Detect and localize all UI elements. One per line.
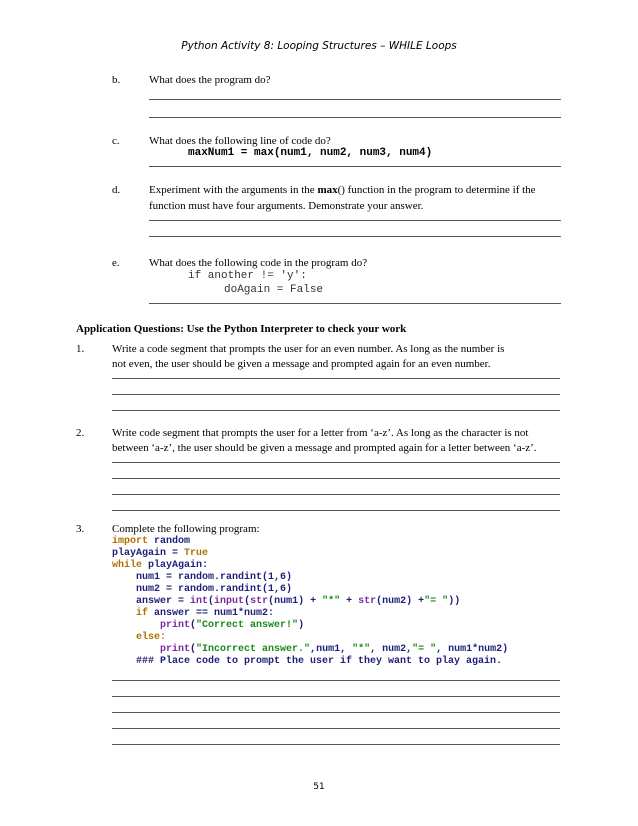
code-line-10: [112, 644, 508, 656]
application-heading: Application Questions: Use the Python Interpreter to check your work: [76, 323, 407, 335]
code-text: , num2,: [370, 644, 413, 655]
item-c-question: What does the following line of code do?: [149, 135, 331, 147]
builtin-print: print: [112, 644, 191, 655]
code-text: random: [148, 536, 191, 547]
keyword-true: True: [184, 548, 209, 559]
code-text: +: [340, 596, 359, 607]
item-b-question: What does the program do?: [149, 74, 271, 86]
keyword-else: else:: [112, 632, 167, 643]
code-line-4: num1 = random.randint(1,6): [112, 572, 293, 583]
q1-number: 1.: [76, 343, 85, 355]
q1-line1: Write a code segment that prompts the user for an even number. As long as the number is: [112, 343, 505, 355]
answer-line[interactable]: [149, 303, 561, 304]
builtin-int: int: [190, 596, 209, 607]
q3-text: Complete the following program:: [112, 523, 260, 535]
answer-line[interactable]: [112, 378, 560, 379]
q3-number: 3.: [76, 523, 85, 535]
builtin-str: str: [358, 596, 377, 607]
code-line-9: [112, 632, 508, 644]
answer-line[interactable]: [112, 462, 560, 463]
code-line-7: [112, 608, 508, 620]
item-d-line1-pre: Experiment with the arguments in the: [149, 184, 318, 196]
code-text: playAgain =: [112, 548, 185, 559]
answer-line[interactable]: [112, 728, 560, 729]
code-line-8: [112, 620, 508, 632]
item-d-line1: [149, 183, 536, 197]
code-text: (num2) +: [376, 596, 425, 607]
code-text: (: [190, 644, 197, 655]
answer-line[interactable]: [149, 220, 561, 221]
code-text: (: [190, 620, 197, 631]
keyword-import: import: [112, 536, 149, 547]
item-c-label: c.: [112, 135, 120, 147]
builtin-input: input: [214, 596, 245, 607]
code-text: )): [448, 596, 461, 607]
answer-line[interactable]: [149, 236, 561, 237]
builtin-str: str: [250, 596, 269, 607]
code-line-6: [112, 596, 508, 608]
item-e-code-line2: doAgain = False: [224, 284, 324, 296]
q2-line1: Write code segment that prompts the user for a letter from ‘a-z’. As long as the character is not: [112, 427, 529, 439]
answer-line[interactable]: [149, 166, 561, 167]
code-text: (num1) +: [268, 596, 323, 607]
code-text: , num1*num2): [436, 644, 509, 655]
code-text: ): [298, 620, 305, 631]
answer-line[interactable]: [112, 680, 560, 681]
code-line-11-comment: ### Place code to prompt the user if they want to play again.: [112, 656, 503, 667]
answer-line[interactable]: [112, 478, 560, 479]
page-header: Python Activity 8: Looping Structures – WHILE Loops: [181, 40, 457, 52]
string-literal: "= ": [412, 644, 437, 655]
answer-line[interactable]: [112, 744, 560, 745]
page-number: 51: [313, 782, 325, 792]
answer-line[interactable]: [149, 117, 561, 118]
string-literal: "*": [322, 596, 341, 607]
code-line-1: [112, 536, 508, 548]
item-d-line2: function must have four arguments. Demonstrate your answer.: [149, 200, 424, 212]
string-literal: "= ": [424, 596, 449, 607]
string-literal: "Correct answer!": [196, 620, 299, 631]
answer-line[interactable]: [112, 410, 560, 411]
code-line-5: num2 = random.randint(1,6): [112, 584, 293, 595]
keyword-if: if: [112, 608, 149, 619]
q2-number: 2.: [76, 427, 85, 439]
keyword-while: while: [112, 560, 143, 571]
code-text: playAgain:: [142, 560, 209, 571]
builtin-print: print: [112, 620, 191, 631]
item-e-question: What does the following code in the program do?: [149, 257, 368, 269]
code-text: answer =: [112, 596, 191, 607]
string-literal: "*": [352, 644, 371, 655]
code-text: answer == num1*num2:: [148, 608, 275, 619]
item-d-max-keyword: max: [317, 184, 338, 196]
item-e-label: e.: [112, 257, 120, 269]
q2-line2: between ‘a-z’, the user should be given a message and prompted again for a letter between ‘a-z’.: [112, 442, 537, 454]
answer-line[interactable]: [112, 510, 560, 511]
answer-line[interactable]: [149, 99, 561, 100]
answer-line[interactable]: [112, 696, 560, 697]
code-text: ,num1,: [310, 644, 353, 655]
item-b-label: b.: [112, 74, 121, 86]
item-d-label: d.: [112, 184, 121, 196]
code-line-3: [112, 560, 508, 572]
code-line-2: [112, 548, 508, 560]
q1-line2: not even, the user should be given a message and prompted again for an even number.: [112, 358, 491, 370]
item-e-code-line1: if another != 'y':: [188, 270, 307, 282]
answer-line[interactable]: [112, 394, 560, 395]
item-d-line1-post: () function in the program to determine if the: [337, 184, 536, 196]
answer-line[interactable]: [112, 494, 560, 495]
program-code-block: [112, 536, 508, 668]
answer-line[interactable]: [112, 712, 560, 713]
string-literal: "Incorrect answer.": [196, 644, 311, 655]
code-text: (: [244, 596, 251, 607]
code-text: (: [208, 596, 215, 607]
item-c-code: maxNum1 = max(num1, num2, num3, num4): [188, 147, 433, 159]
